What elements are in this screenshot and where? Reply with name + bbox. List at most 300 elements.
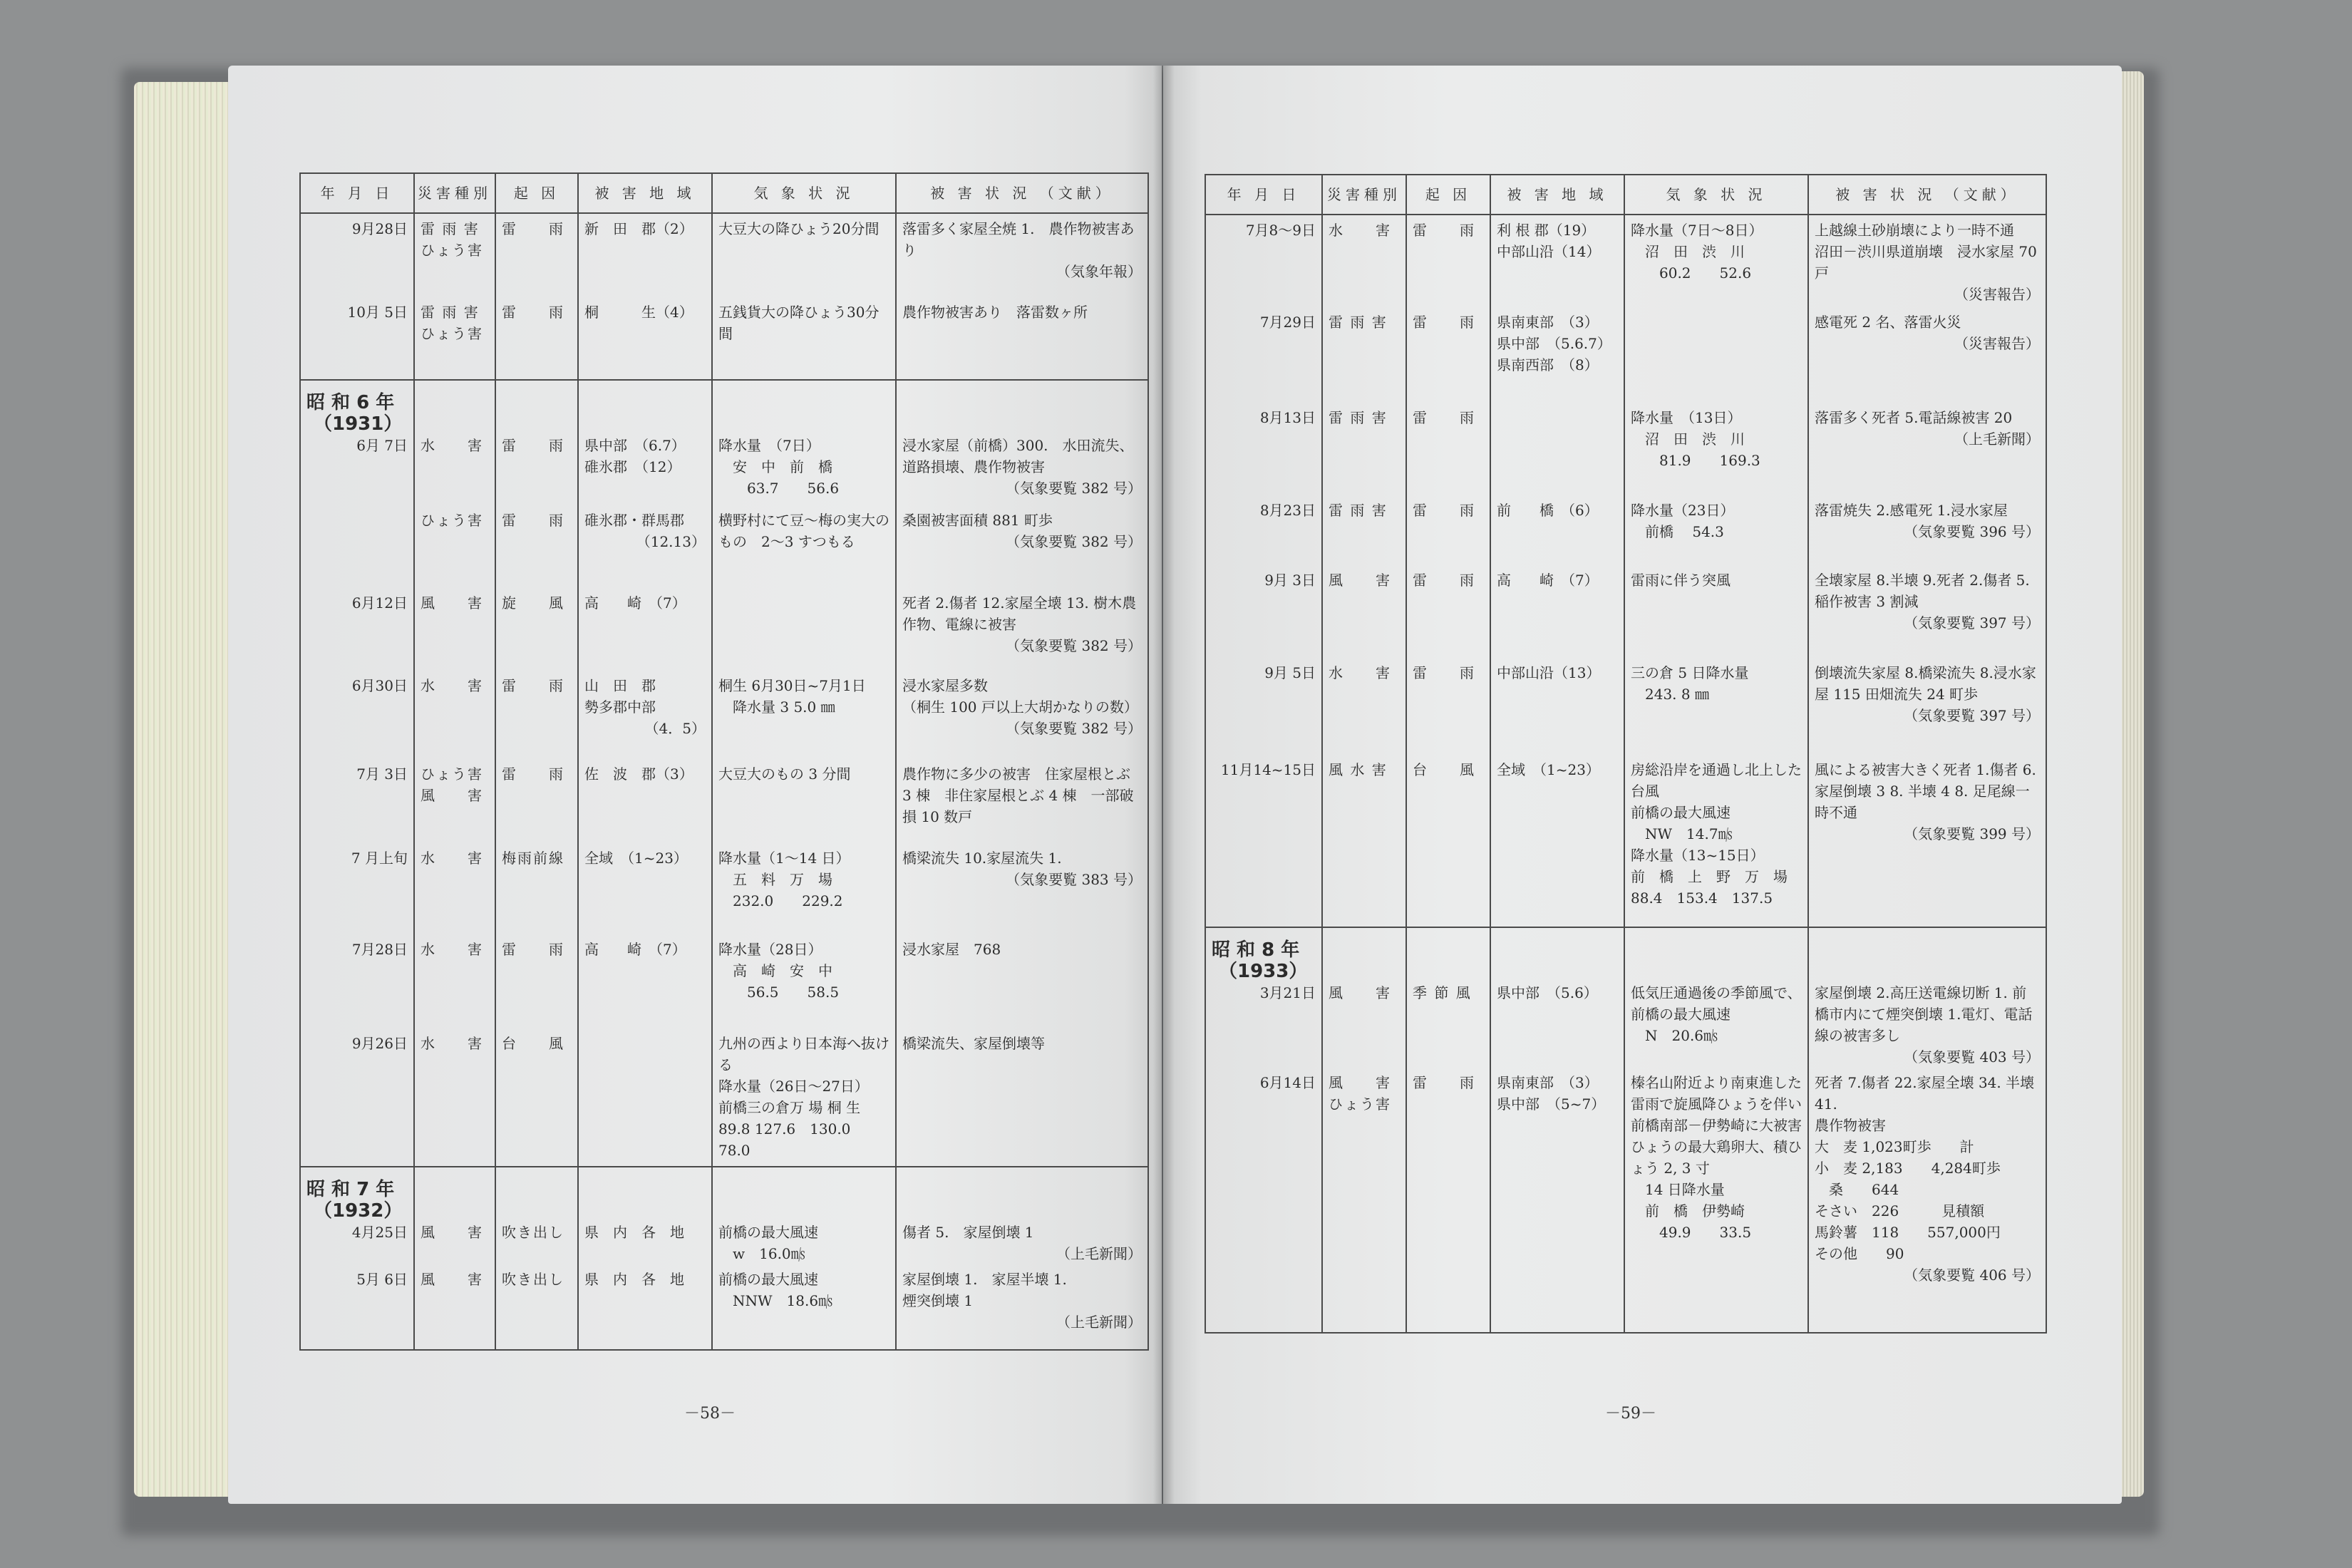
weather-cell bbox=[1624, 755, 1808, 927]
cause-cell bbox=[1406, 1068, 1490, 1333]
date-text: 6月12日 bbox=[351, 594, 408, 612]
area-line: 高 崎 （7） bbox=[584, 594, 686, 612]
disaster-type-cell bbox=[414, 1264, 495, 1350]
area-line: 桐 生（4） bbox=[584, 304, 693, 321]
date-text: 7月 3日 bbox=[356, 765, 408, 783]
table-row bbox=[1205, 755, 2046, 927]
damage-text: 上越線土砂崩壊により一時不通 沼田－渋川県道崩壊 浸水家屋 70 戸 bbox=[1815, 222, 2037, 282]
damage-cell bbox=[896, 934, 1148, 1028]
weather-text: 横野村にて豆～梅の実大のもの 2～3 すつもる bbox=[718, 512, 889, 550]
disaster-type: 水 害 bbox=[1329, 222, 1391, 239]
weather-cell bbox=[712, 934, 896, 1028]
disaster-type: 雷 雨 害 bbox=[1329, 502, 1388, 519]
area-line: 県 内 各 地 bbox=[584, 1271, 684, 1288]
cause-text: 雷 雨 bbox=[502, 941, 564, 958]
area-line: 中部山沿（14） bbox=[1497, 243, 1601, 260]
damage-text: 桑園被害面積 881 町歩 bbox=[902, 512, 1053, 529]
table-header bbox=[1205, 175, 2046, 215]
disaster-type-cell bbox=[1322, 658, 1406, 755]
disaster-type-cell bbox=[1322, 307, 1406, 403]
weather-text: 五銭貨大の降ひょう30分間 bbox=[718, 304, 880, 342]
damage-text: 農作物被害あり 落雷数ヶ所 bbox=[902, 304, 1088, 321]
area-line: 高 崎 （7） bbox=[1497, 572, 1599, 589]
disaster-type: 水 害 bbox=[1329, 664, 1391, 681]
source-reference: （災害報告） bbox=[1954, 335, 2040, 352]
weather-text: 降水量（23日） 前橋 54.3 bbox=[1631, 502, 1735, 540]
weather-cell bbox=[712, 843, 896, 934]
area-cell bbox=[578, 934, 712, 1028]
damage-cell bbox=[896, 1167, 1148, 1264]
cause-cell bbox=[495, 213, 578, 297]
cause-cell bbox=[495, 934, 578, 1028]
date-text: 7月29日 bbox=[1259, 314, 1316, 331]
area-line: 碓氷郡・群馬郡 bbox=[584, 512, 684, 529]
table-row bbox=[300, 759, 1148, 843]
cause-text: 雷 雨 bbox=[502, 512, 564, 529]
cause-cell bbox=[1406, 658, 1490, 755]
date-text: 7 月上旬 bbox=[351, 850, 408, 867]
area-cell bbox=[578, 588, 712, 671]
area-line: （12.13） bbox=[636, 533, 706, 550]
table-row bbox=[300, 934, 1148, 1028]
date-cell bbox=[300, 505, 414, 588]
weather-cell bbox=[1624, 403, 1808, 495]
area-cell bbox=[578, 1264, 712, 1350]
damage-cell bbox=[896, 380, 1148, 505]
date-text: 7月28日 bbox=[351, 941, 408, 958]
disaster-type: 風 害 bbox=[421, 594, 483, 612]
area-cell bbox=[1490, 403, 1624, 495]
weather-text: 九州の西より日本海へ抜ける 降水量（26日～27日） 前橋三の倉万 場 桐 生 89.8 127.6 130.0 78.0 bbox=[718, 1035, 889, 1159]
area-line: （4．5） bbox=[644, 720, 706, 737]
source-reference: （気象要覧 397 号） bbox=[1904, 707, 2040, 724]
table-row bbox=[300, 1167, 1148, 1264]
column-header: 災害種別 bbox=[414, 173, 495, 213]
disaster-type-cell bbox=[414, 671, 495, 759]
disaster-type: ひょう害 bbox=[421, 512, 483, 529]
damage-text: 浸水家屋（前橋）300. 水田流失、道路損壊、農作物被害 bbox=[902, 437, 1134, 475]
book-spine bbox=[1153, 66, 1175, 1504]
column-header: 起 因 bbox=[495, 173, 578, 213]
table-row bbox=[300, 297, 1148, 380]
disaster-type-cell bbox=[414, 759, 495, 843]
damage-text: 風による被害大きく死者 1.傷者 6.家屋倒壊 3 8. 半壊 4 8. 足尾線一時不通 bbox=[1815, 761, 2036, 821]
source-reference: （気象要覧 383 号） bbox=[1006, 871, 1142, 888]
weather-cell bbox=[712, 297, 896, 380]
western-year: （1932） bbox=[314, 1200, 403, 1222]
source-reference: （気象要覧 382 号） bbox=[1006, 720, 1142, 737]
area-line: 高 崎 （7） bbox=[584, 941, 686, 958]
date-cell bbox=[300, 380, 414, 505]
disaster-type: ひょう害 風 害 bbox=[421, 765, 483, 804]
cause-text: 雷 雨 bbox=[502, 220, 564, 237]
weather-text: 降水量 （7日） 安 中 前 橋 63.7 56.6 bbox=[718, 437, 840, 497]
area-cell bbox=[1490, 1068, 1624, 1333]
area-line: 県南東部 （3） bbox=[1497, 314, 1599, 331]
cause-text: 梅雨前線 bbox=[502, 850, 564, 867]
area-cell bbox=[1490, 307, 1624, 403]
area-line: 山 田 郡 bbox=[584, 677, 656, 694]
damage-text: 全壊家屋 8.半壊 9.死者 2.傷者 5.稲作被害 3 割減 bbox=[1815, 572, 2030, 610]
area-line: 県南東部 （3） bbox=[1497, 1074, 1599, 1091]
area-cell bbox=[1490, 927, 1624, 1068]
area-cell bbox=[578, 297, 712, 380]
weather-text: 雷雨に伴う突風 bbox=[1631, 572, 1731, 589]
damage-cell bbox=[1808, 658, 2046, 755]
cause-text: 季 節 風 bbox=[1413, 984, 1472, 1001]
table-row bbox=[1205, 1068, 2046, 1333]
weather-text: 前橋の最大風速 w 16.0㎧ bbox=[718, 1224, 818, 1262]
cause-text: 雷 雨 bbox=[1413, 222, 1475, 239]
cause-cell bbox=[495, 380, 578, 505]
weather-cell bbox=[1624, 565, 1808, 658]
date-text: 9月28日 bbox=[351, 220, 408, 237]
area-line: 全域 （1~23） bbox=[1497, 761, 1600, 778]
damage-cell bbox=[1808, 565, 2046, 658]
area-cell bbox=[1490, 215, 1624, 307]
damage-cell bbox=[1808, 495, 2046, 565]
date-cell bbox=[1205, 307, 1322, 403]
area-cell bbox=[1490, 565, 1624, 658]
damage-text: 倒壊流失家屋 8.橋梁流失 8.浸水家屋 115 田畑流失 24 町歩 bbox=[1815, 664, 2036, 703]
date-text: 3月21日 bbox=[1259, 984, 1316, 1001]
date-text: 6月30日 bbox=[351, 677, 408, 694]
era-year: 昭 和 7 年 bbox=[306, 1179, 395, 1200]
weather-cell bbox=[712, 671, 896, 759]
era-year-heading bbox=[1212, 932, 1316, 982]
source-reference: （気象要覧 382 号） bbox=[1006, 480, 1142, 497]
disaster-type-cell bbox=[414, 505, 495, 588]
page-number-right: －59－ bbox=[1605, 1405, 1656, 1423]
weather-text: 降水量（7日～8日） 沼 田 渋 川 60.2 52.6 bbox=[1631, 222, 1763, 282]
date-cell bbox=[300, 671, 414, 759]
area-line: 県 内 各 地 bbox=[584, 1224, 684, 1241]
date-cell bbox=[1205, 658, 1322, 755]
cause-cell bbox=[1406, 495, 1490, 565]
date-text: 8月13日 bbox=[1259, 409, 1316, 426]
weather-cell bbox=[1624, 658, 1808, 755]
source-reference: （気象要覧 403 号） bbox=[1904, 1048, 2040, 1066]
disaster-type: 水 害 bbox=[421, 941, 483, 958]
table-row bbox=[300, 843, 1148, 934]
disaster-type: 風 害 bbox=[1329, 572, 1391, 589]
disaster-type-cell bbox=[414, 213, 495, 297]
disaster-type-cell bbox=[1322, 565, 1406, 658]
table-row bbox=[300, 588, 1148, 671]
cause-cell bbox=[495, 1264, 578, 1350]
damage-text: 農作物に多少の被害 住家屋根とぶ 3 棟 非住家屋根とぶ 4 棟 一部破損 10 数戸 bbox=[902, 765, 1134, 825]
area-cell bbox=[578, 671, 712, 759]
date-cell bbox=[300, 1028, 414, 1167]
weather-cell bbox=[1624, 215, 1808, 307]
area-cell bbox=[578, 213, 712, 297]
damage-cell bbox=[1808, 403, 2046, 495]
disaster-type: 雷 雨 害 ひょう害 bbox=[421, 304, 483, 342]
damage-cell bbox=[1808, 215, 2046, 307]
table-row bbox=[1205, 495, 2046, 565]
cause-cell bbox=[1406, 927, 1490, 1068]
date-text: 10月 5日 bbox=[347, 304, 408, 321]
left-disaster-table bbox=[299, 172, 1149, 1351]
disaster-type: 雷 雨 害 bbox=[1329, 314, 1388, 331]
source-reference: （気象要覧 396 号） bbox=[1904, 523, 2040, 540]
disaster-type-cell bbox=[1322, 755, 1406, 927]
damage-cell bbox=[896, 671, 1148, 759]
era-year-heading bbox=[306, 1172, 408, 1222]
weather-cell bbox=[712, 759, 896, 843]
cause-cell bbox=[495, 759, 578, 843]
table-row bbox=[1205, 215, 2046, 307]
disaster-type: 雷 雨 害 bbox=[1329, 409, 1388, 426]
cause-cell bbox=[495, 1167, 578, 1264]
table-row bbox=[300, 671, 1148, 759]
cause-cell bbox=[495, 843, 578, 934]
source-reference: （上毛新聞） bbox=[1056, 1314, 1142, 1331]
area-cell bbox=[578, 843, 712, 934]
source-reference: （災害報告） bbox=[1954, 286, 2040, 303]
damage-text: 浸水家屋多数 （桐生 100 戸以上大胡かなりの数） bbox=[902, 677, 1138, 716]
disaster-type: 水 害 bbox=[421, 1035, 483, 1052]
table-row bbox=[1205, 307, 2046, 403]
disaster-type-cell bbox=[1322, 1068, 1406, 1333]
disaster-type-cell bbox=[414, 1028, 495, 1167]
damage-cell bbox=[896, 843, 1148, 934]
weather-cell bbox=[712, 380, 896, 505]
column-header: 気 象 状 況 bbox=[712, 173, 896, 213]
disaster-type: 風 害 bbox=[421, 1224, 483, 1241]
date-cell bbox=[1205, 927, 1322, 1068]
column-header: 年 月 日 bbox=[300, 173, 414, 213]
weather-text: 低気圧通過後の季節風で、前橋の最大風速 N 20.6㎧ bbox=[1631, 984, 1802, 1044]
damage-cell bbox=[896, 588, 1148, 671]
damage-text: 家屋倒壊 1. 家屋半壊 1. 煙突倒壊 1 bbox=[902, 1271, 1067, 1309]
weather-text: 大豆大のもの 3 分間 bbox=[718, 765, 851, 783]
weather-cell bbox=[1624, 927, 1808, 1068]
column-header: 被 害 地 域 bbox=[1490, 175, 1624, 215]
area-line: 全域 （1~23） bbox=[584, 850, 688, 867]
disaster-type: 水 害 bbox=[421, 850, 483, 867]
date-cell bbox=[300, 843, 414, 934]
weather-text: 降水量（1～14 日） 五 料 万 場 232.0 229.2 bbox=[718, 850, 850, 909]
cause-text: 雷 雨 bbox=[502, 437, 564, 454]
area-cell bbox=[1490, 495, 1624, 565]
column-header: 被 害 地 域 bbox=[578, 173, 712, 213]
weather-cell bbox=[1624, 307, 1808, 403]
cause-text: 台 風 bbox=[502, 1035, 564, 1052]
damage-text: 落雷多く家屋全焼 1. 農作物被害あり bbox=[902, 220, 1135, 259]
cause-text: 雷 雨 bbox=[1413, 572, 1475, 589]
table-row bbox=[300, 213, 1148, 297]
right-disaster-table bbox=[1205, 174, 2047, 1334]
disaster-type-cell bbox=[414, 588, 495, 671]
date-cell bbox=[300, 213, 414, 297]
area-line: 勢多郡中部 bbox=[584, 698, 656, 716]
area-line: 碓氷郡 （12） bbox=[584, 458, 681, 475]
weather-text: 三の倉 5 日降水量 243. 8 ㎜ bbox=[1631, 664, 1749, 703]
damage-text: 落雷多く死者 5.電話線被害 20 bbox=[1815, 409, 2013, 426]
damage-text: 傷者 5. 家屋倒壊 1 bbox=[902, 1224, 1034, 1241]
table-row bbox=[300, 505, 1148, 588]
area-cell bbox=[578, 1028, 712, 1167]
cause-cell bbox=[495, 1028, 578, 1167]
column-header: 起 因 bbox=[1406, 175, 1490, 215]
source-reference: （気象要覧 382 号） bbox=[1006, 637, 1142, 654]
source-reference: （気象要覧 399 号） bbox=[1904, 825, 2040, 842]
area-cell bbox=[1490, 755, 1624, 927]
cause-text: 雷 雨 bbox=[502, 677, 564, 694]
weather-text: 榛名山附近より南東進した雷雨で旋風降ひょうを伴い前橋南部－伊勢崎に大被害 ひょうの最大鶏卵大、積ひょう 2, 3 寸 14 日降水量 前 橋 伊勢崎 49.9 33.5 bbox=[1631, 1074, 1802, 1241]
cause-text: 雷 雨 bbox=[1413, 314, 1475, 331]
weather-cell bbox=[712, 1028, 896, 1167]
table-row bbox=[1205, 658, 2046, 755]
date-cell bbox=[1205, 755, 1322, 927]
date-cell bbox=[300, 759, 414, 843]
cause-text: 雷 雨 bbox=[1413, 409, 1475, 426]
date-text: 8月23日 bbox=[1259, 502, 1316, 519]
damage-text: 落雷焼失 2.感電死 1.浸水家屋 bbox=[1815, 502, 2008, 519]
damage-text: 死者 2.傷者 12.家屋全壊 13. 樹木農作物、電線に被害 bbox=[902, 594, 1137, 633]
date-text: 7月8～9日 bbox=[1245, 222, 1316, 239]
cause-text: 雷 雨 bbox=[502, 304, 564, 321]
source-reference: （気象年報） bbox=[1056, 263, 1142, 280]
area-line: 県中部 （5.6） bbox=[1497, 984, 1598, 1001]
area-cell bbox=[578, 1167, 712, 1264]
damage-cell bbox=[896, 1264, 1148, 1350]
table-header bbox=[300, 173, 1148, 213]
disaster-type-cell bbox=[1322, 495, 1406, 565]
weather-cell bbox=[712, 588, 896, 671]
cause-text: 雷 雨 bbox=[1413, 502, 1475, 519]
damage-text: 家屋倒壊 2.高圧送電線切断 1. 前橋市内にて煙突倒壊 1.電灯、電話線の被害多し bbox=[1815, 984, 2033, 1044]
date-text: 11月14~15日 bbox=[1220, 761, 1316, 778]
date-cell bbox=[300, 297, 414, 380]
date-cell bbox=[300, 1167, 414, 1264]
column-header: 被 害 状 況 （文献） bbox=[896, 173, 1148, 213]
disaster-type-cell bbox=[1322, 215, 1406, 307]
era-year: 昭 和 8 年 bbox=[1212, 939, 1300, 961]
damage-cell bbox=[1808, 307, 2046, 403]
disaster-type: 雷 雨 害 ひょう害 bbox=[421, 220, 483, 259]
area-line: 県中部 （6.7） bbox=[584, 437, 686, 454]
source-reference: （気象要覧 406 号） bbox=[1904, 1267, 2040, 1284]
left-page-edges bbox=[134, 82, 241, 1497]
weather-text: 大豆大の降ひょう20分間 bbox=[718, 220, 880, 237]
date-text: 6月14日 bbox=[1259, 1074, 1316, 1091]
date-text: 9月 5日 bbox=[1264, 664, 1316, 681]
cause-cell bbox=[1406, 215, 1490, 307]
cause-cell bbox=[1406, 403, 1490, 495]
date-cell bbox=[1205, 495, 1322, 565]
date-text: 5月 6日 bbox=[356, 1271, 408, 1288]
weather-text: 桐生 6月30日~7月1日 降水量 3 5.0 ㎜ bbox=[718, 677, 866, 716]
table-row bbox=[1205, 403, 2046, 495]
weather-cell bbox=[1624, 1068, 1808, 1333]
table-row bbox=[300, 380, 1148, 505]
date-cell bbox=[300, 934, 414, 1028]
source-reference: （気象要覧 382 号） bbox=[1006, 533, 1142, 550]
cause-cell bbox=[1406, 565, 1490, 658]
date-text: 9月 3日 bbox=[1264, 572, 1316, 589]
era-year-heading bbox=[306, 385, 408, 435]
cause-cell bbox=[495, 297, 578, 380]
area-cell bbox=[578, 505, 712, 588]
damage-text: 感電死 2 名、落雷火災 bbox=[1815, 314, 1961, 331]
weather-text: 降水量 （13日） 沼 田 渋 川 81.9 169.3 bbox=[1631, 409, 1760, 469]
column-header: 気 象 状 況 bbox=[1624, 175, 1808, 215]
column-header: 災害種別 bbox=[1322, 175, 1406, 215]
weather-cell bbox=[712, 1167, 896, 1264]
table-row bbox=[1205, 565, 2046, 658]
area-line: 利 根 郡（19） bbox=[1497, 222, 1596, 239]
damage-cell bbox=[896, 297, 1148, 380]
disaster-type-cell bbox=[414, 380, 495, 505]
weather-cell bbox=[1624, 495, 1808, 565]
weather-cell bbox=[712, 213, 896, 297]
disaster-type: 水 害 bbox=[421, 677, 483, 694]
disaster-type: 風 水 害 bbox=[1329, 761, 1388, 778]
damage-text: 橋梁流失 10.家屋流失 1. bbox=[902, 850, 1062, 867]
cause-cell bbox=[495, 671, 578, 759]
source-reference: （上毛新聞） bbox=[1954, 430, 2040, 448]
cause-text: 吹き出し bbox=[502, 1224, 564, 1241]
area-cell bbox=[1490, 658, 1624, 755]
western-year: （1933） bbox=[1219, 961, 1308, 982]
weather-text: 降水量（28日） 高 崎 安 中 56.5 58.5 bbox=[718, 941, 840, 1001]
area-line: 県南西部 （8） bbox=[1497, 356, 1599, 373]
date-cell bbox=[1205, 403, 1322, 495]
area-line: 佐 波 郡（3） bbox=[584, 765, 693, 783]
disaster-type-cell bbox=[414, 1167, 495, 1264]
cause-text: 旋 風 bbox=[502, 594, 564, 612]
damage-cell bbox=[896, 1028, 1148, 1167]
date-text: 9月26日 bbox=[351, 1035, 408, 1052]
table-row bbox=[300, 1264, 1148, 1350]
source-reference: （気象要覧 397 号） bbox=[1904, 614, 2040, 631]
date-text: 4月25日 bbox=[351, 1224, 408, 1241]
western-year: （1931） bbox=[314, 413, 403, 435]
disaster-type-cell bbox=[414, 843, 495, 934]
page-number-left: －58－ bbox=[684, 1405, 736, 1423]
disaster-type: 風 害 bbox=[1329, 984, 1391, 1001]
damage-cell bbox=[896, 759, 1148, 843]
table-row bbox=[1205, 927, 2046, 1068]
disaster-type-cell bbox=[414, 297, 495, 380]
damage-cell bbox=[896, 213, 1148, 297]
damage-cell bbox=[1808, 927, 2046, 1068]
damage-cell bbox=[896, 505, 1148, 588]
date-cell bbox=[300, 1264, 414, 1350]
cause-text: 雷 雨 bbox=[1413, 664, 1475, 681]
disaster-type: 水 害 bbox=[421, 437, 483, 454]
weather-cell bbox=[712, 1264, 896, 1350]
damage-cell bbox=[1808, 755, 2046, 927]
damage-cell bbox=[1808, 1068, 2046, 1333]
area-cell bbox=[578, 759, 712, 843]
area-line: 前 橋 （6） bbox=[1497, 502, 1599, 519]
disaster-type: 風 害 ひょう害 bbox=[1329, 1074, 1391, 1113]
cause-text: 雷 雨 bbox=[502, 765, 564, 783]
cause-text: 吹き出し bbox=[502, 1271, 564, 1288]
area-line: 県中部 （5.6.7） bbox=[1497, 335, 1611, 352]
disaster-type-cell bbox=[1322, 927, 1406, 1068]
date-cell bbox=[300, 588, 414, 671]
cause-cell bbox=[495, 505, 578, 588]
area-line: 県中部 （5~7） bbox=[1497, 1095, 1606, 1113]
cause-cell bbox=[1406, 755, 1490, 927]
disaster-type-cell bbox=[1322, 403, 1406, 495]
date-text: 6月 7日 bbox=[356, 437, 408, 454]
column-header: 被 害 状 況 （文献） bbox=[1808, 175, 2046, 215]
